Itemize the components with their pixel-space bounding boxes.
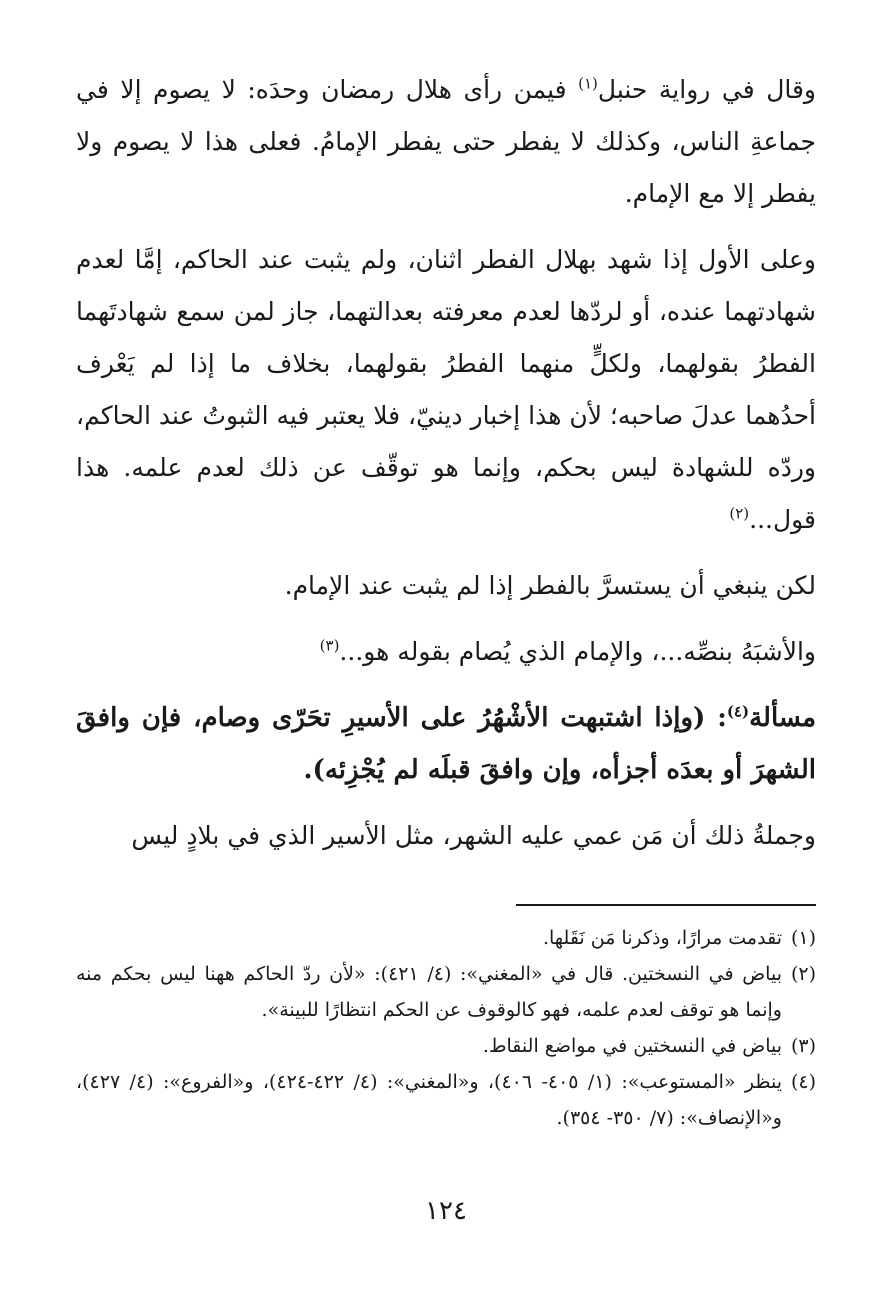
masala-label: مسألة [749, 703, 816, 733]
paragraph-4 [76, 626, 816, 678]
main-text [76, 64, 816, 862]
paragraph-3: لكن ينبغي أن يستسرَّ بالفطر إذا لم يثبت عند الإمام. [284, 571, 816, 600]
paragraph-1 [76, 64, 816, 220]
footnote-number: (٤) [790, 1071, 816, 1093]
masala-paragraph [76, 692, 816, 796]
footnote-text: تقدمت مرارًا، وذكرنا مَن نَقَلها. [542, 927, 782, 949]
footnote-ref-4: (٤) [726, 702, 750, 721]
footnote-text: ينظر «المستوعب»: (١/ ٤٠٥- ٤٠٦)، و«المغني»: (٤/ ٤٢٢-٤٢٤)، و«الفروع»: (٤/ ٤٢٧)، و«الإنصاف»: (٧/ ٣٥٠- ٣٥٤). [76, 1071, 782, 1129]
footnote-text: بياض في النسختين. قال في «المغني»: (٤/ ٤٢١): «لأن ردّ الحاكم ههنا ليس بحكم منه وإنما هو توقف لعدم علمه، فهو كالوقوف عن الحكم انتظارًا للبينة». [76, 963, 782, 1021]
footnote-3 [76, 1028, 816, 1064]
footnote-divider [516, 904, 816, 906]
footnote-1 [76, 920, 816, 956]
footnote-text: بياض في النسختين في مواضع النقاط. [482, 1035, 782, 1057]
paragraph-2 [76, 234, 816, 546]
footnote-number: (٢) [790, 963, 816, 985]
footnote-ref-3: (٣) [319, 636, 340, 655]
footnotes [76, 920, 816, 1136]
paragraph-5: وجملةُ ذلك أن مَن عمي عليه الشهر، مثل الأسير الذي في بلادٍ ليس [131, 821, 816, 850]
footnote-4 [76, 1064, 816, 1136]
paragraph-4-text: والأشبَهُ بنصِّه...، والإمام الذي يُصام بقوله هو... [339, 637, 816, 666]
page-number: ١٢٤ [425, 1196, 467, 1226]
footnote-ref-1: (١) [578, 74, 598, 93]
footnote-2 [76, 956, 816, 1028]
footnote-number: (٣) [790, 1035, 816, 1057]
masala-text: : (وإذا اشتبهت الأشْهُرُ على الأسيرِ تحَرّى وصام، فإن وافقَ الشهرَ أو بعدَه أجزأه، وإن وافقَ قبلَه لم يُجْزِئه). [76, 703, 816, 785]
paragraph-1-part-a: وقال في رواية حنبل [597, 75, 816, 104]
paragraph-1-part-b: فيمن رأى هلال رمضان وحدَه: لا يصوم إلا في جماعةِ الناس، وكذلك لا يفطر حتى يفطر الإمامُ. فعلى هذا لا يصوم ولا يفطر إلا مع الإمام. [76, 75, 816, 208]
footnote-ref-2: (٢) [729, 504, 750, 523]
paragraph-2-text: وعلى الأول إذا شهد بهلال الفطر اثنان، ولم يثبت عند الحاكم، إمَّا لعدم شهادتهما عنده، أو لردّها لعدم معرفته بعدالتهما، جاز لمن سمع شهادتَهما الفطرُ بقولهما، ولكلٍّ منهما الفطرُ بقولهما، بخلاف ما إذا لم يَعْرف أحدُهما عدلَ صاحبه؛ لأن هذا إخبار دينيّ، فلا يعتبر فيه الثبوتُ عند الحاكم، وردّه للشهادة ليس بحكم، وإنما هو توقّف عن ذلك لعدم علمه. هذا قول... [76, 245, 816, 534]
footnote-number: (١) [790, 927, 816, 949]
